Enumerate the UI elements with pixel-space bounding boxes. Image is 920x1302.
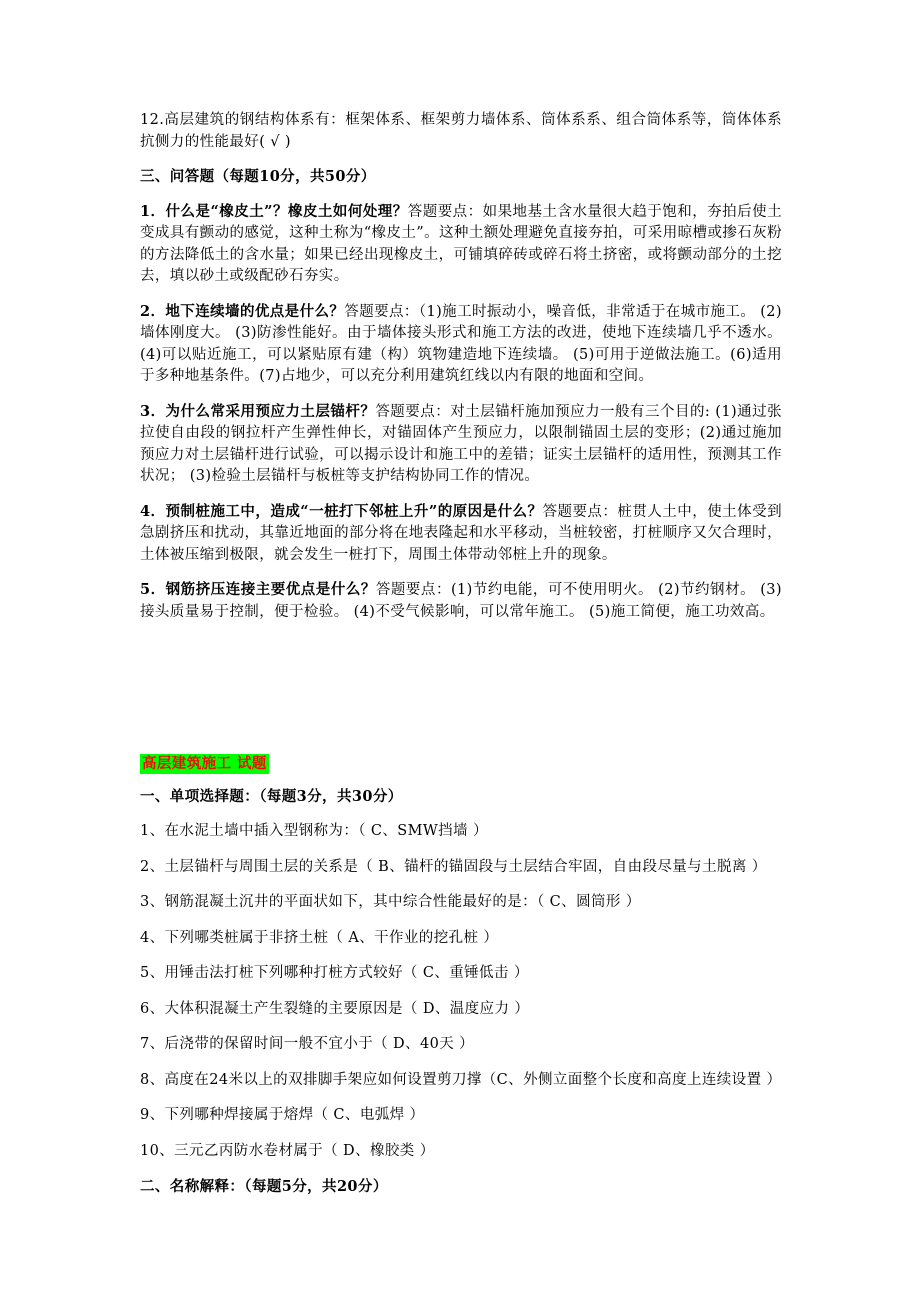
section-2-heading: 二、名称解释：（每题5分，共20分） [140, 1178, 388, 1195]
mc-item-5: 5、用锤击法打桩下列哪种打桩方式较好（ C、重锤低击 ） [140, 965, 529, 981]
exam-title [140, 754, 782, 776]
mc-item-9: 9、下列哪种焊接属于熔焊（ C、电弧焊 ） [140, 1107, 425, 1123]
qa-item-3 [140, 401, 782, 488]
qa-answer: 答题要点：(1)节约电能，可不使用明火。 (2)节约钢材。 (3)接头质量易于控制，便于检验。 (4)不受气候影响，可以常年施工。 (5)施工简便，施工功效高。 [140, 582, 782, 620]
mc-item-10: 10、三元乙丙防水卷材属于（ D、橡胶类 ） [140, 1142, 435, 1159]
qa-item-2 [140, 301, 782, 388]
mc-item-1: 1、在水泥土墙中插入型钢称为：（ C、SMW挡墙 ） [140, 823, 488, 839]
section-3-heading: 三、问答题（每题10分，共50分） [140, 168, 376, 185]
qa-question: 5．钢筋挤压连接主要优点是什么？ [140, 581, 376, 598]
qa-answer: 答题要点：（1)施工时振动小，噪音低，非常适于在城市施工。 (2)墙体刚度大。 (3)防渗性能好。由于墙体接头形式和施工方法的改进，使地下连续墙几乎不透水。 (4)可以贴近施工，可以紧贴原有建（构）筑物建造地下连续墙。 (5)可用于逆做法施工。(6)适用于多种地基条件。(7)占地少，可以充分利用建筑红线以内有限的地面和空间。 [140, 303, 782, 384]
qa-question: 1．什么是“橡皮土”？橡皮土如何处理？ [140, 202, 408, 220]
qa-item-5 [140, 579, 782, 623]
highlighted-title: 高层建筑施工 试题 [142, 755, 267, 772]
qa-question: 4．预制桩施工中，造成“一桩打下邻桩上升”的原因是什么？ [140, 502, 543, 520]
mc-item-3: 3、钢筋混凝土沉井的平面状如下，其中综合性能最好的是：（ C、圆筒形 ） [140, 894, 641, 910]
qa-item-1 [140, 201, 782, 288]
mc-item-7: 7、后浇带的保留时间一般不宜小于（ D、40天 ） [140, 1036, 475, 1052]
blank-space [140, 636, 782, 754]
section-1-heading: 一、单项选择题：（每题3分，共30分） [140, 787, 403, 805]
question-12: 12.高层建筑的钢结构体系有：框架体系、框架剪力墙体系、筒体系系、组合筒体系等，筒体体系抗侧力的性能最好( √ ) [140, 112, 782, 150]
qa-question: 2．地下连续墙的优点是什么？ [140, 302, 345, 320]
qa-answer: 答题要点：桩贯人土中，使土体受到急剧挤压和扰动，其靠近地面的部分将在地表隆起和水平移动，当桩较密，打桩顺序又欠合理时，土体被压缩到极限，就会发生一桩打下，周围土体带动邻桩上升的现象。 [140, 503, 783, 563]
mc-item-4: 4、下列哪类桩属于非挤土桩（ A、干作业的挖孔桩 ） [140, 929, 499, 946]
qa-answer: 答题要点：如果地基土含水量很大趋于饱和，夯拍后使土变成具有颤动的感觉，这种土称为“橡皮土”。这种土额处理避免直接夯拍，可采用晾槽或掺石灰粉的方法降低土的含水量；如果已经出现橡皮土，可铺填碎砖或碎石将土挤密，或将颤动部分的土挖去，填以砂土或级配砂石夯实。 [140, 203, 782, 284]
qa-item-4 [140, 501, 782, 567]
qa-answer: 答题要点：对土层锚杆施加预应力一般有三个目的: (1)通过张拉使自由段的钢拉杆产生弹性伸长，对锚固体产生预应力，以限制锚固土层的变形；(2)通过施加预应力对土层锚杆进行试验，可以揭示设计和施工中的差错；证实土层锚杆的适用性，预测其工作状况； (3)检验土层锚杆与板桩等支护结构协同工作的情况。 [140, 403, 782, 484]
qa-question: 3．为什么常采用预应力土层锚杆？ [140, 402, 376, 420]
mc-item-8: 8、高度在24米以上的双排脚手架应如何设置剪刀撑（C、外侧立面整个长度和高度上连续设置 ） [140, 1071, 782, 1088]
mc-item-2: 2、土层锚杆与周围土层的关系是（ B、锚杆的锚固段与土层结合牢固，自由段尽量与土脱离 ） [140, 858, 767, 875]
mc-item-6: 6、大体积混凝土产生裂缝的主要原因是（ D、温度应力 ） [140, 1000, 530, 1017]
